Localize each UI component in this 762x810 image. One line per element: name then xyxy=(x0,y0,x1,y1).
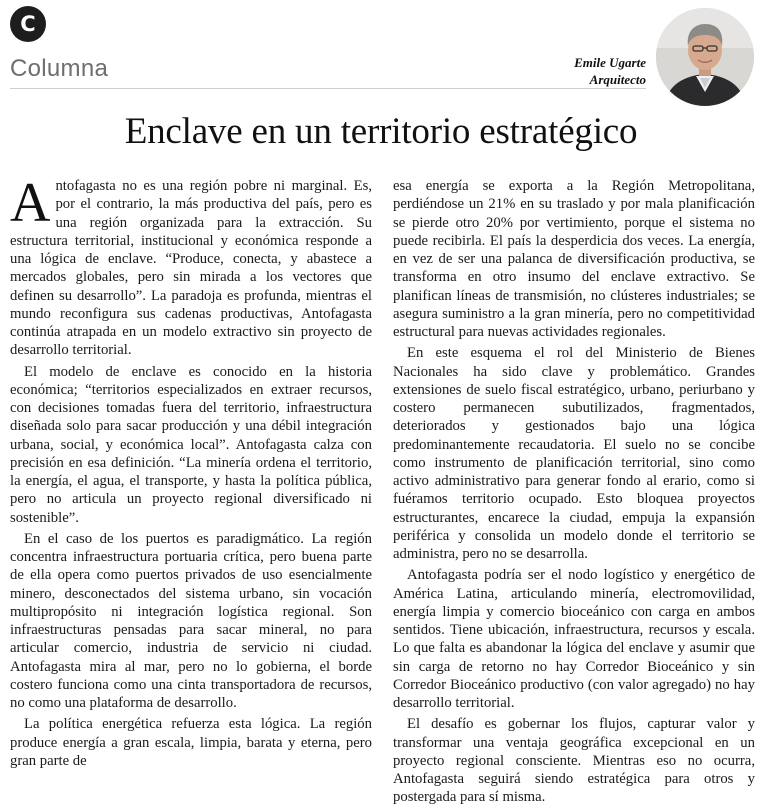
article-title: Enclave en un territorio estratégico xyxy=(124,111,638,152)
paragraph: En este esquema el rol del Ministerio de Bienes Nacionales ha sido clave y problemático. Grandes extensiones de suelo fiscal estratégico, urbano, periurbano y costero permanecen subutilizados, fragmentados, deteriorados y gestionados bajo una lógica predominantemente recaudatoria. El suelo no se concibe como instrumento de planificación territorial, sino como activo administrativo para generar fondo al erario, como si fuéramos territorio ocupado. Esto bloquea proyectos estructurantes, encarece la ciudad, empuja la expansión periférica y consolida un modelo donde el territorio se administra, pero no se desarrolla. xyxy=(393,345,755,562)
paragraph: La política energética refuerza esta lógica. La región produce energía a gran escala, limpia, barata y eterna, pero gran parte de xyxy=(10,716,372,769)
article-column-right xyxy=(393,177,755,810)
author-photo xyxy=(656,8,754,106)
section-badge: C xyxy=(10,6,46,42)
drop-cap: A xyxy=(10,172,51,234)
paragraph xyxy=(10,172,372,360)
author-portrait-icon xyxy=(656,8,754,106)
author-byline xyxy=(574,54,646,88)
paragraph: esa energía se exporta a la Región Metropolitana, perdiéndose un 21% en su traslado y por mala planificación se pierde otro 20% por vertimiento, porque el sistema no puede recibirla. El país la desperdicia dos veces. La energía, en vez de ser una palanca de diversificación productiva, se transforma en otro insumo del enclave extractivo. Se planifican líneas de transmisión, no clústeres industriales; se asegura suministro a la gran minería, pero no competitividad estructural para nuevas actividades regionales. xyxy=(393,178,755,340)
article-column-left xyxy=(10,172,372,773)
header-divider xyxy=(10,88,646,89)
paragraph: El modelo de enclave es conocido en la historia económica; “territorios especializados en extraer recursos, con decisiones tomadas fuera del territorio, infraestructura diseñada solo para sacar producción y una débil integración urbana, social, y económica local”. Antofagasta calza con precisión en esa definición. “La minería ordena el territorio, la energía, el agua, el transporte, y hasta la política pública, pero no articula un proyecto regional diversificado ni sostenible”. xyxy=(10,363,372,526)
author-name: Emile Ugarte xyxy=(574,55,646,70)
paragraph: Antofagasta podría ser el nodo logístico y energético de América Latina, articulando minería, electromovilidad, energía limpia y comercio bioceánico con carga en ambos sentidos. Tiene ubicación, infraestructura, recursos y escala. Lo que falta es abandonar la lógica del enclave y asumir que sin carga de retorno no hay Corredor Bioceánico y sin Corredor Bioceánico productivo (con valor agregado) no hay desarrollo territorial. xyxy=(393,567,755,711)
section-label: Columna xyxy=(10,55,109,82)
paragraph: El desafío es gobernar los flujos, capturar valor y transformar una ventaja geográfica excepcional en un proyecto regional consciente. Mientras eso no ocurra, Antofagasta seguirá siendo estratégica para otros y postergada para sí misma. xyxy=(393,716,755,806)
author-role: Arquitecto xyxy=(589,72,646,87)
paragraph: En el caso de los puertos es paradigmático. La región concentra infraestructura portuaria crítica, pero buena parte de ella opera como puertos privados de uso esencialmente minero, desconectados del sistema urbano, sin vocación multipropósito ni integración logística regional. Son infraestructuras pensadas para sacar mineral, no para articular comercio, industria de servicio ni ciudad. Antofagasta mira al mar, pero no lo gobierna, el borde costero funciona como una cinta transportadora de recursos, no como una plataforma de desarrollo. xyxy=(10,530,372,711)
paragraph-text: ntofagasta no es una región pobre ni marginal. Es, por el contrario, la más productiva del país, pero es una región organizada para la extracción. Su estructura territorial, institucional y económica responde a una lógica de enclave. “Produce, conecta, y abastece a mercados globales, pero sin mirada a los vectores que definen su desarrollo”. La paradoja es profunda, mientras el mundo reconfigura sus cadenas productivas, Antofagasta continúa atrapada en un modelo extractivo sin proyecto de desarrollo territorial. xyxy=(10,178,372,359)
